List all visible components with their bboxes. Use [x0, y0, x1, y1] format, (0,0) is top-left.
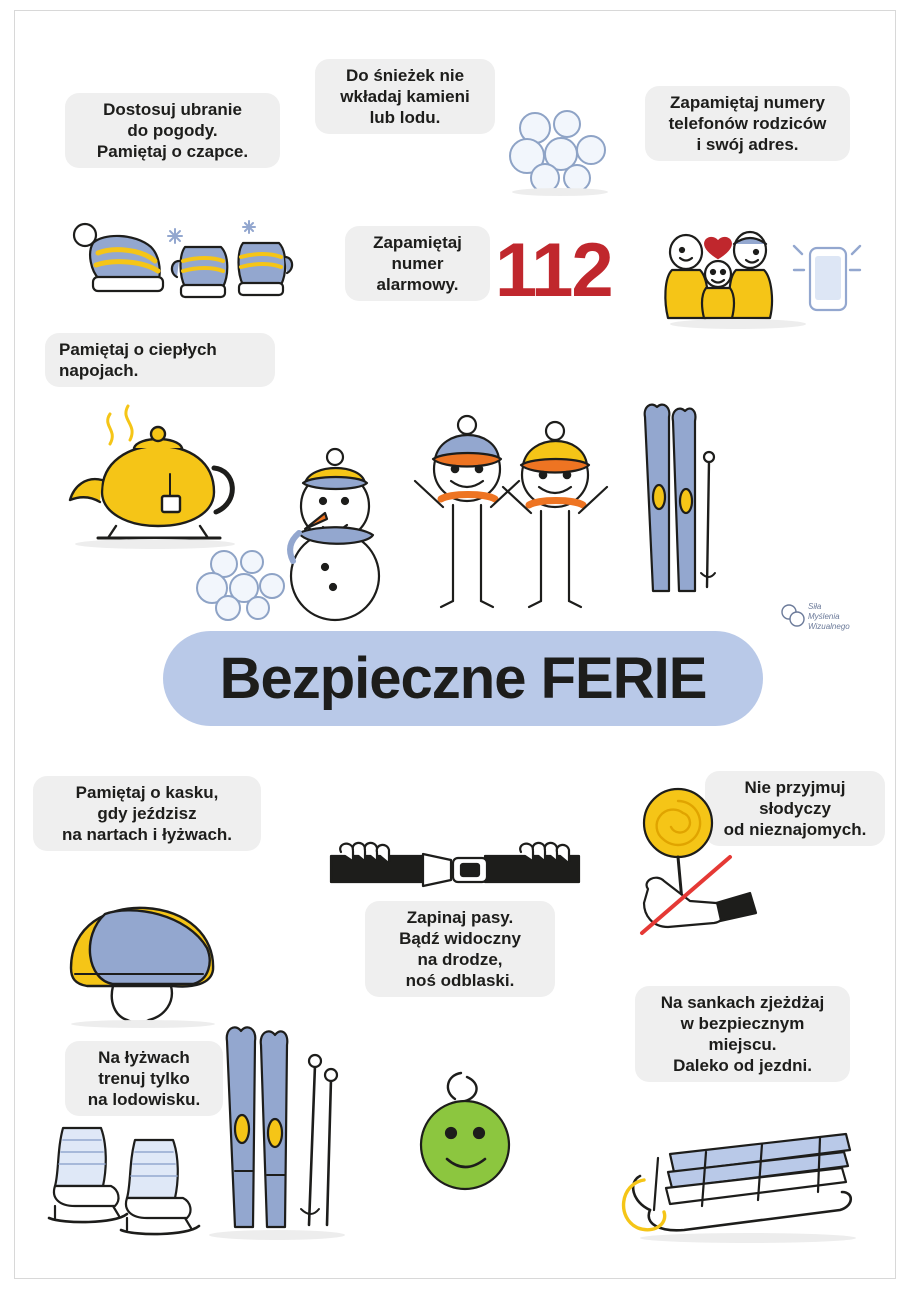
tip-line: Zapinaj pasy.: [406, 908, 514, 927]
tip-line: miejscu.: [708, 1035, 777, 1055]
tip-line: od nieznajomych.: [723, 820, 867, 840]
tip-line: do pogody.: [127, 121, 218, 141]
tip-line: lub lodu.: [369, 108, 441, 128]
tip-line: Bądź widoczny: [399, 929, 521, 949]
tip-line: Zapamiętaj: [373, 233, 462, 252]
page-title: Bezpieczne FERIE: [219, 646, 707, 711]
logo-line: Myślenia: [808, 612, 840, 621]
tip-line: Do śnieżek nie: [345, 66, 465, 85]
snowballs-icon: [505, 106, 615, 196]
emergency-number: 112: [495, 228, 612, 313]
tip-line: alarmowy.: [376, 275, 459, 295]
helmet-icon: [53, 896, 238, 1026]
tip-line: Daleko od jezdni.: [673, 1056, 812, 1076]
sled-icon: [610, 1106, 870, 1246]
tip-bubble-emergency: [345, 226, 490, 301]
brand-logo: [780, 599, 890, 641]
tip-bubble-seatbelt: [365, 901, 555, 997]
tip-line: Pamiętaj o czapce.: [96, 142, 249, 162]
parents-and-phone-icon: [660, 226, 860, 336]
tip-line: Nie przyjmuj: [744, 778, 846, 797]
tip-line: trenuj tylko: [98, 1069, 190, 1089]
skis-and-poles-icon: [205, 1021, 355, 1246]
snowman-and-children-icon: [265, 401, 715, 636]
lollipop-forbidden-icon: [620, 781, 780, 941]
tip-line: Na sankach zjeżdżaj: [660, 993, 825, 1012]
poster-canvas: [14, 10, 896, 1279]
tip-line: słodyczy: [759, 799, 831, 819]
tip-bubble-snowballs: [315, 59, 495, 134]
snowball-pile-icon: [190, 546, 300, 626]
tip-line: gdy jeździsz: [97, 804, 197, 824]
tip-line: Dostosuj ubranie: [103, 100, 242, 119]
tip-line: na nartach i łyżwach.: [61, 825, 233, 845]
tip-line: numer: [391, 254, 444, 274]
tip-line: na drodze,: [417, 950, 503, 970]
reflector-tag-icon: [413, 1069, 523, 1194]
logo-line: Siła: [808, 602, 822, 611]
tip-bubble-helmet: [33, 776, 261, 851]
ice-skates-icon: [29, 1106, 214, 1246]
tip-line: w bezpiecznym: [680, 1014, 805, 1034]
tip-line: Zapamiętaj numery: [670, 93, 825, 112]
tip-line: i swój adres.: [696, 135, 799, 155]
tip-line: telefonów rodziców: [668, 114, 827, 134]
tip-line: na lodowisku.: [87, 1090, 201, 1110]
tip-line: Na łyżwach: [98, 1048, 190, 1067]
seatbelt-and-reflector-icon: [325, 836, 585, 906]
tip-bubble-skating: [65, 1041, 223, 1116]
tip-bubble-clothing: [65, 93, 280, 168]
tip-line: Pamiętaj o kasku,: [75, 783, 219, 802]
tip-line: wkładaj kamieni: [340, 87, 470, 107]
tip-line: napojach.: [59, 361, 139, 381]
tip-line: noś odblaski.: [405, 971, 515, 991]
tip-line: Pamiętaj o ciepłych: [59, 340, 217, 359]
hat-and-mittens-icon: [63, 217, 293, 307]
tip-bubble-phone-numbers: [645, 86, 850, 161]
tip-bubble-sledding: [635, 986, 850, 1082]
logo-line: Wizualnego: [808, 622, 850, 631]
teapot-icon: [50, 396, 245, 551]
tip-bubble-warm-drinks: [45, 333, 275, 387]
